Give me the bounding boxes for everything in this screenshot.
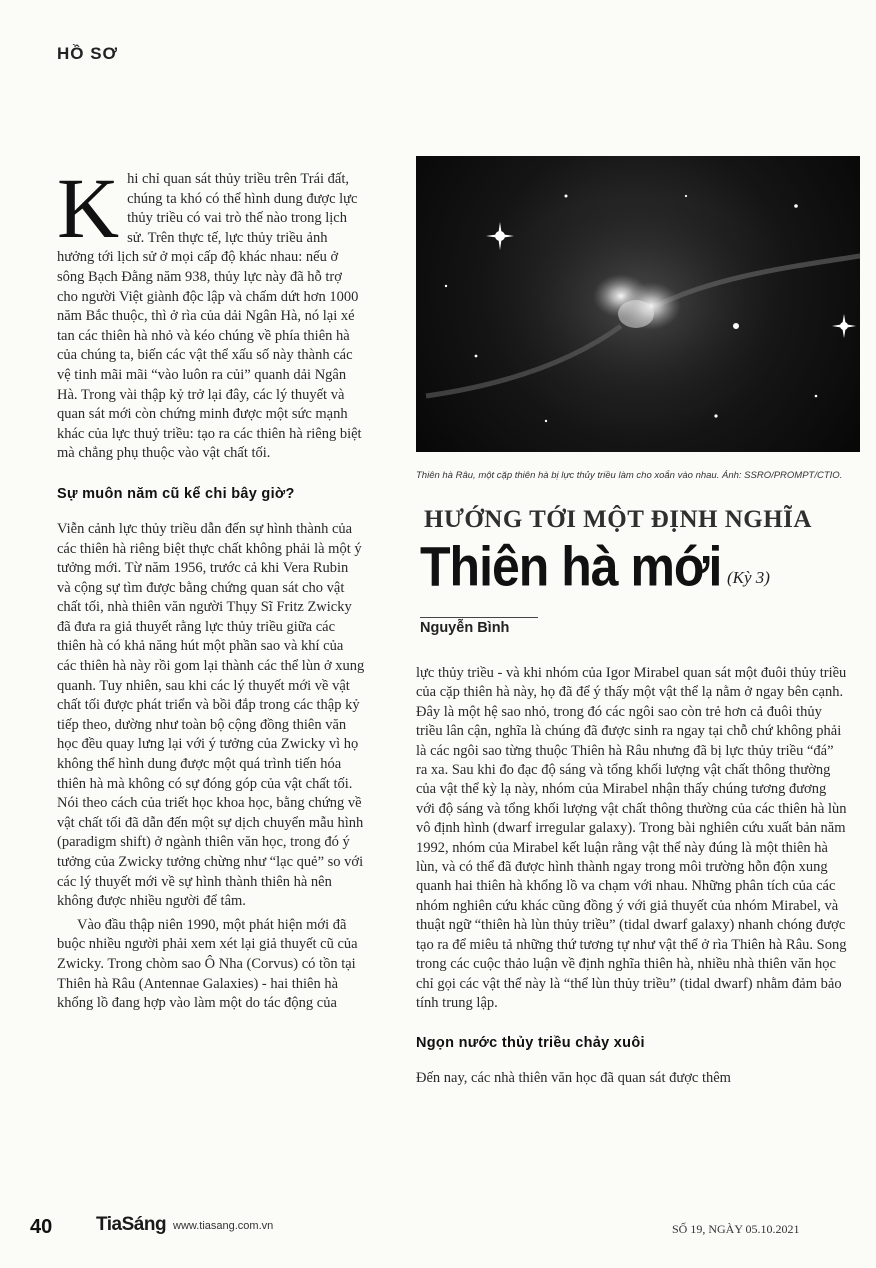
headline: Thiên hà mới bbox=[420, 535, 722, 598]
body-paragraph-2: Viễn cảnh lực thủy triều dẫn đến sự hình thành của các thiên hà riêng biệt thực chất không phải là một ý tưởng mới. Từ năm 1956, trước cả khi Vera Rubin và cộng sự tìm được bằng chứng quan sát cho vật chất tối, nhà thiên văn người Thụy Sĩ Fritz Zwicky đã đưa ra giả thuyết rằng lực thủy triều giữa các thiên hà có khả năng hút một phần sao và khí của các thiên hà này rồi gom lại thành các thể lùn ở xung quanh. Tuy nhiên, sau khi các lý thuyết mới về vật chất tối được phát triển và bồi đắp trong các thập kỷ tiếp theo, dường như toàn bộ cộng đồng thiên văn học đều quay lưng lại với ý tưởng của Zwicky vì họ không thể hình dung được một quá trình tiến hóa thiên hà mà không có sự đóng góp của vật chất tối. Nói theo cách của triết học khoa học, bằng chứng về vật chất tối đã dẫn đến một sự dịch chuyển mẫu hình (paradigm shift) ở ngành thiên văn học, trong đó ý tưởng của Zwicky tưởng chừng như “lạc quẻ” so với các lý thuyết mới về sự hình thành thiên hà nên không được nhiều người để tâm. bbox=[57, 520, 365, 910]
page-number: 40 bbox=[30, 1216, 53, 1238]
magazine-url[interactable]: www.tiasang.com.vn bbox=[173, 1220, 274, 1232]
series-part-label: (Kỳ 3) bbox=[727, 568, 770, 587]
body-paragraph-3: Vào đầu thập niên 1990, một phát hiện mới đã buộc nhiều người phải xem xét lại giả thuyết cũ của Zwicky. Trong chòm sao Ô Nha (Corvus) có tồn tại Thiên hà Râu (Antennae Galaxies) - hai thiên hà khổng lồ đang hợp vào làm một do tác động của bbox=[57, 916, 358, 1012]
right-column bbox=[416, 664, 848, 1089]
antennae-galaxy-photo bbox=[416, 156, 860, 452]
magazine-logo: TiaSáng bbox=[96, 1214, 167, 1235]
subhead-old-story: Sự muôn năm cũ kể chi bây giờ? bbox=[57, 485, 295, 502]
intro-paragraph bbox=[57, 160, 365, 464]
right-paragraph-1: lực thủy triều - và khi nhóm của Igor Mirabel quan sát một đuôi thủy triều của cặp thiên hà này, họ đã để ý thấy một vật thể lạ nằm ở ngay bên cạnh. Đây là một hệ sao nhỏ, trong đó các ngôi sao còn trẻ hơn cả đuôi thủy triều lân cận, nghĩa là chúng đã được sinh ra ngay tại chỗ chứ không phải là các ngôi sao từng thuộc Thiên hà Râu nhưng đã bị lực thủy triều “đá” ra xa. Sau khi đo đạc độ sáng và tổng khối lượng vật chất thông thường của vật thể kỳ lạ này, nhóm của Mirabel nhận thấy chúng tương đương với độ sáng và tổng khối lượng vật chất thông thường của các thiên hà lùn vô định hình (dwarf irregular galaxy). Trong bài nghiên cứu xuất bản năm 1992, nhóm của Mirabel kết luận rằng vật thể này đúng là một thiên hà lùn, và có thể đã được hình thành ngay trong môi trường hỗn độn xung quanh hai thiên hà khổng lồ va chạm với nhau. Những phân tích của các nhóm nghiên cứu khác cũng đồng ý với giả thuyết của nhóm Mirabel, và thuật ngữ “thiên hà lùn thủy triều” (tidal dwarf galaxy) nhanh chóng được tạo ra để miêu tả những thứ tương tự như vật thể ở rìa Thiên hà Râu. Song trong các cuộc thảo luận về định nghĩa thiên hà, nhiều nhà thiên văn học chỉ gọi các vật thể này là “thể lùn thủy triều” (tidal dwarf) nhằm đảm bảo tính trung lập. bbox=[416, 665, 847, 1011]
drop-cap: K bbox=[57, 160, 120, 256]
right-paragraph-2: Đến nay, các nhà thiên văn học đã quan sát được thêm bbox=[416, 1070, 731, 1087]
galaxy-photo-icon bbox=[416, 156, 860, 452]
left-column bbox=[57, 160, 365, 1014]
headline-kicker: HƯỚNG TỚI MỘT ĐỊNH NGHĨA bbox=[424, 506, 812, 533]
subhead-tide: Ngọn nước thủy triều chảy xuôi bbox=[416, 1035, 645, 1052]
issue-date: SỐ 19, NGÀY 05.10.2021 bbox=[672, 1222, 800, 1236]
photo-caption: Thiên hà Râu, một cặp thiên hà bị lực thủy triều làm cho xoắn vào nhau. Ảnh: SSRO/PROMPT/CTIO. bbox=[416, 470, 843, 481]
author-byline: Nguyễn Bình bbox=[420, 617, 538, 636]
section-label: HỒ SƠ bbox=[57, 44, 119, 63]
intro-text: hi chỉ quan sát thủy triều trên Trái đất, chúng ta khó có thể hình dung được lực thủy triều có vai trò thế nào trong lịch sử. Trên thực tế, lực thủy triều ảnh hưởng tới lịch sử ở mọi cấp độ khác nhau: nếu ở sông Bạch Đằng năm 938, thủy lực này đã hỗ trợ cho người Việt giành độc lập và chấm dứt hơn 1000 năm Bắc thuộc, thì ở rìa của dải Ngân Hà, nó lại xé tan các thiên hà nhỏ và kéo chúng về phía thiên hà của chúng ta, biến các vật thể xấu số này thành các vệ tinh mãi mãi “vào luôn ra củi” quanh dải Ngân Hà. Trong vài thập kỷ trở lại đây, các lý thuyết và quan sát mới còn chứng minh được một sức mạnh khác của lực thuỷ triều: tạo ra các thiên hà riêng biệt mà chẳng phụ thuộc vào vật chất tối. bbox=[57, 171, 362, 462]
